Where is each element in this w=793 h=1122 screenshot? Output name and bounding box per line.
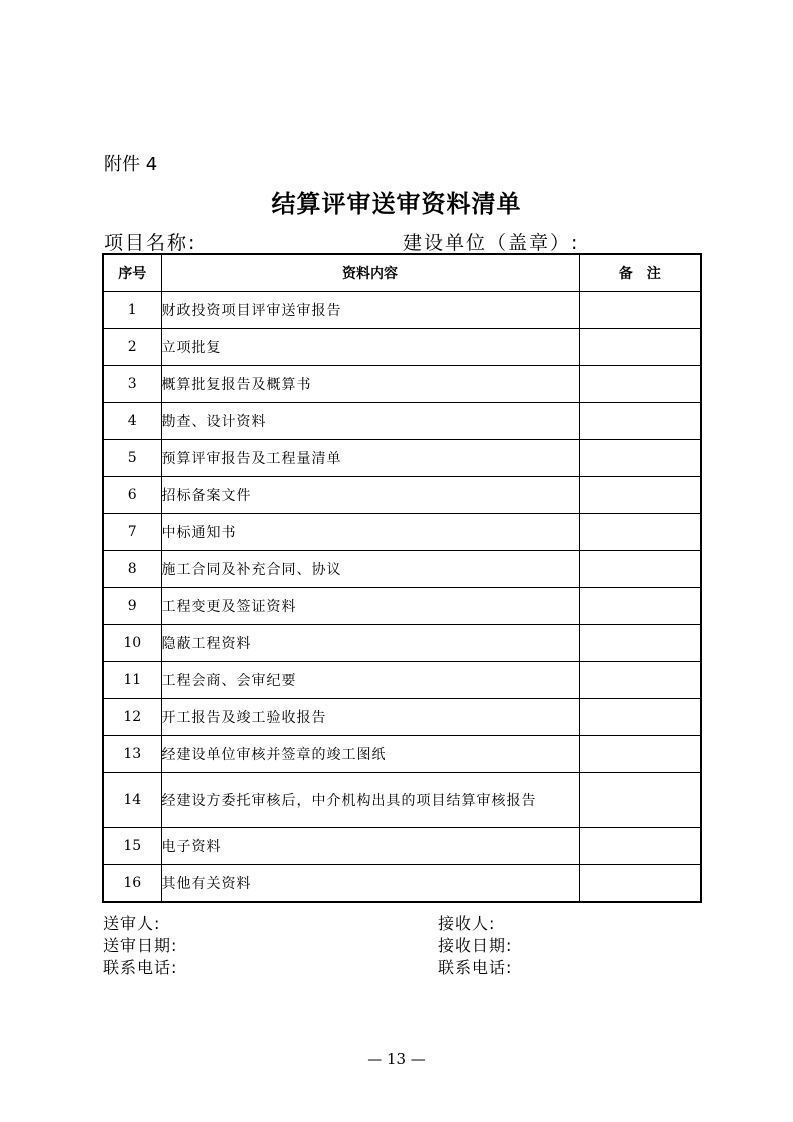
row-number: 8 <box>103 551 161 588</box>
row-content: 施工合同及补充合同、协议 <box>161 551 579 588</box>
table-row <box>103 699 701 736</box>
table-row <box>103 736 701 773</box>
table-row <box>103 588 701 625</box>
row-content: 勘查、设计资料 <box>161 403 579 440</box>
materials-table <box>102 253 702 903</box>
footer-right <box>438 913 512 979</box>
row-remark <box>579 329 701 366</box>
table-row <box>103 477 701 514</box>
footer-left <box>103 913 177 979</box>
table-row <box>103 551 701 588</box>
row-number: 15 <box>103 828 161 865</box>
row-remark <box>579 477 701 514</box>
table-row <box>103 662 701 699</box>
receiver-label: 接收人: <box>438 914 496 933</box>
table-row <box>103 403 701 440</box>
row-remark <box>579 736 701 773</box>
row-content: 工程会商、会审纪要 <box>161 662 579 699</box>
receiver-phone-label: 联系电话: <box>438 958 513 977</box>
header-num: 序号 <box>103 254 161 292</box>
row-content: 概算批复报告及概算书 <box>161 366 579 403</box>
row-number: 3 <box>103 366 161 403</box>
row-remark <box>579 699 701 736</box>
receive-date-label: 接收日期: <box>438 936 513 955</box>
document-title: 结算评审送审资料清单 <box>271 189 522 218</box>
header-content: 资料内容 <box>161 254 579 292</box>
sender-label: 送审人: <box>103 914 161 933</box>
row-content: 财政投资项目评审送审报告 <box>161 292 579 329</box>
row-remark <box>579 551 701 588</box>
row-number: 10 <box>103 625 161 662</box>
row-remark <box>579 865 701 903</box>
row-number: 9 <box>103 588 161 625</box>
row-remark <box>579 828 701 865</box>
table-row <box>103 366 701 403</box>
attachment-label: 附件 4 <box>104 154 158 175</box>
row-remark <box>579 588 701 625</box>
row-remark <box>579 440 701 477</box>
row-number: 5 <box>103 440 161 477</box>
build-unit-label: 建设单位（盖章）: <box>403 232 580 254</box>
table-row <box>103 292 701 329</box>
row-remark <box>579 662 701 699</box>
row-content: 其他有关资料 <box>161 865 579 903</box>
row-content: 开工报告及竣工验收报告 <box>161 699 579 736</box>
table-row <box>103 440 701 477</box>
row-content: 经建设单位审核并签章的竣工图纸 <box>161 736 579 773</box>
page-number: — 13 — <box>367 1050 426 1068</box>
row-remark <box>579 366 701 403</box>
send-date-label: 送审日期: <box>103 936 178 955</box>
row-number: 7 <box>103 514 161 551</box>
row-remark <box>579 625 701 662</box>
row-remark <box>579 514 701 551</box>
table-header-row <box>103 254 701 292</box>
sender-phone-label: 联系电话: <box>103 958 178 977</box>
row-number: 16 <box>103 865 161 903</box>
row-remark <box>579 403 701 440</box>
row-number: 11 <box>103 662 161 699</box>
row-content: 经建设方委托审核后，中介机构出具的项目结算审核报告 <box>161 773 579 828</box>
row-remark <box>579 292 701 329</box>
table-row <box>103 329 701 366</box>
header-remark: 备 注 <box>579 254 701 292</box>
row-number: 2 <box>103 329 161 366</box>
table-row <box>103 773 701 828</box>
project-name-label: 项目名称: <box>104 232 197 254</box>
table-row <box>103 865 701 903</box>
row-content: 预算评审报告及工程量清单 <box>161 440 579 477</box>
row-content: 电子资料 <box>161 828 579 865</box>
row-content: 立项批复 <box>161 329 579 366</box>
row-content: 招标备案文件 <box>161 477 579 514</box>
row-number: 6 <box>103 477 161 514</box>
row-number: 4 <box>103 403 161 440</box>
row-content: 工程变更及签证资料 <box>161 588 579 625</box>
row-number: 13 <box>103 736 161 773</box>
row-number: 1 <box>103 292 161 329</box>
row-number: 12 <box>103 699 161 736</box>
table-row <box>103 625 701 662</box>
table-row <box>103 514 701 551</box>
table-row <box>103 828 701 865</box>
row-remark <box>579 773 701 828</box>
row-content: 隐蔽工程资料 <box>161 625 579 662</box>
row-content: 中标通知书 <box>161 514 579 551</box>
row-number: 14 <box>103 773 161 828</box>
